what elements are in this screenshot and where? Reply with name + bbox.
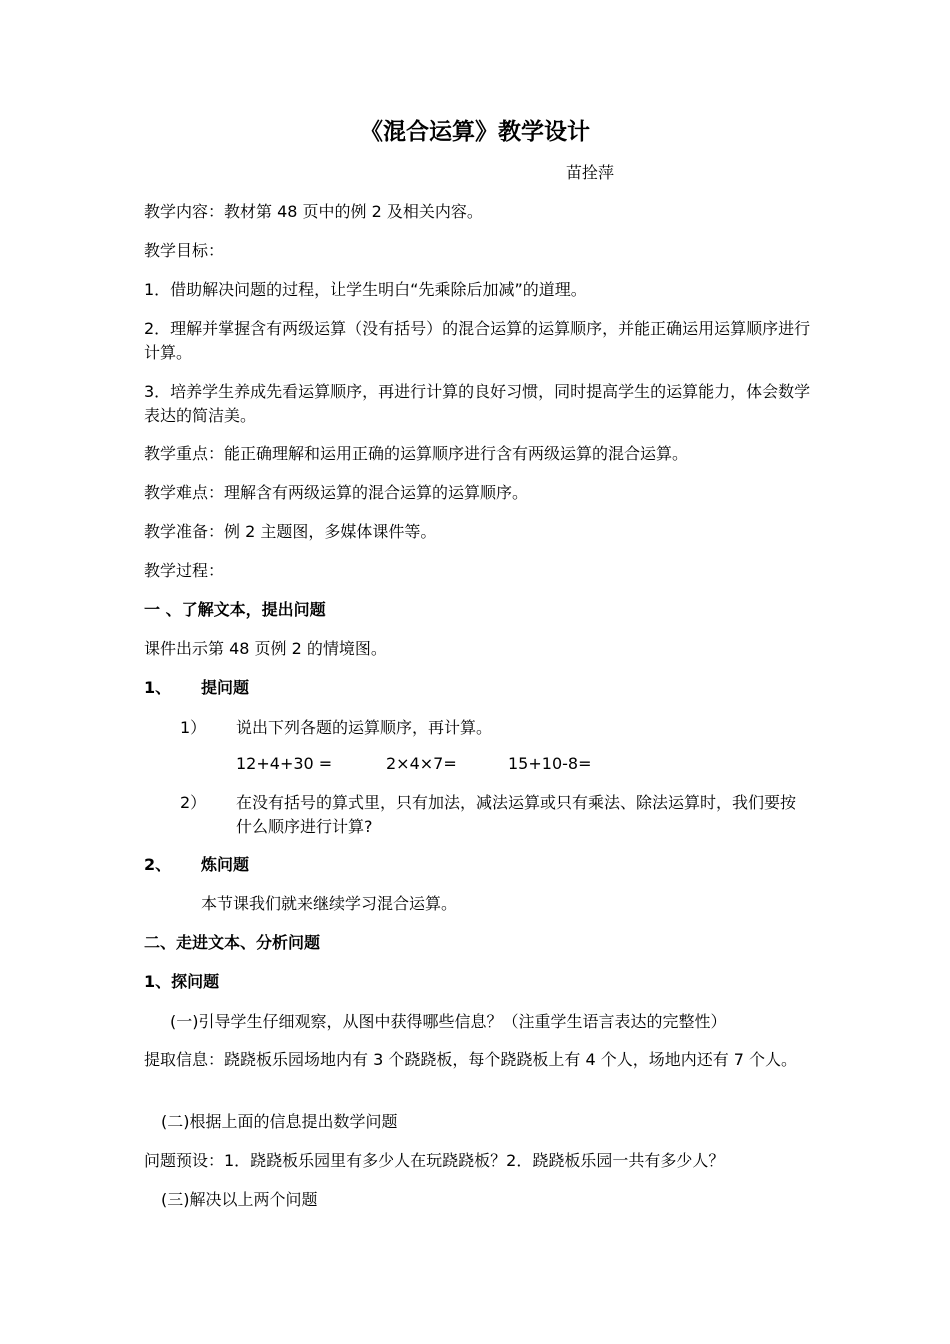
item-2-title: 炼问题 <box>201 855 250 874</box>
key-point: 教学重点：能正确理解和运用正确的运算顺序进行含有两级运算的混合运算。 <box>144 444 689 463</box>
sub-2-number: 2） <box>180 793 207 812</box>
sub-2-text: 在没有括号的算式里，只有加法，减法运算或只有乘法、除法运算时，我们要按什么顺序进行计算? <box>236 793 797 836</box>
item-1-title: 提问题 <box>201 678 250 697</box>
process-label: 教学过程： <box>144 561 225 580</box>
document-title: 《混合运算》教学设计 <box>360 119 590 145</box>
section-1-intro: 课件出示第 48 页例 2 的情境图。 <box>144 639 387 658</box>
guide-3: (三)解决以上两个问题 <box>161 1190 318 1209</box>
equation-1: 12+4+30 = <box>236 754 333 773</box>
goal-2: 2．理解并掌握含有两级运算（没有括号）的混合运算的运算顺序，并能正确运用运算顺序进行计算。 <box>144 319 811 362</box>
item-1-number: 1、 <box>144 678 172 697</box>
section-1-heading: 一 、了解文本，提出问题 <box>144 600 326 619</box>
sub-1-number: 1） <box>180 718 207 737</box>
item-2-number: 2、 <box>144 855 172 874</box>
equation-2: 2×4×7= <box>386 754 457 773</box>
goals-label: 教学目标： <box>144 241 225 260</box>
guide-2: (二)根据上面的信息提出数学问题 <box>161 1112 398 1131</box>
question-presets: 问题预设：1．跷跷板乐园里有多少人在玩跷跷板？2．跷跷板乐园一共有多少人？ <box>144 1151 725 1170</box>
preparation: 教学准备：例 2 主题图，多媒体课件等。 <box>144 522 437 541</box>
goal-1: 1．借助解决问题的过程，让学生明白“先乘除后加减”的道理。 <box>144 280 587 299</box>
extracted-info: 提取信息：跷跷板乐园场地内有 3 个跷跷板，每个跷跷板上有 4 个人，场地内还有 7 个人。 <box>144 1050 798 1069</box>
equation-3: 15+10-8= <box>508 754 592 773</box>
section-2-heading: 二、走进文本、分析问题 <box>144 933 321 952</box>
explore-heading: 1、探问题 <box>144 972 220 991</box>
item-2-text: 本节课我们就来继续学习混合运算。 <box>201 894 458 913</box>
guide-1: (一)引导学生仔细观察，从图中获得哪些信息？（注重学生语言表达的完整性） <box>170 1012 727 1031</box>
difficulty: 教学难点：理解含有两级运算的混合运算的运算顺序。 <box>144 483 529 502</box>
sub-1-text: 说出下列各题的运算顺序，再计算。 <box>236 718 493 737</box>
goal-3: 3．培养学生养成先看运算顺序，再进行计算的良好习惯，同时提高学生的运算能力，体会数学表达的简洁美。 <box>144 382 811 425</box>
teaching-content: 教学内容：教材第 48 页中的例 2 及相关内容。 <box>144 202 483 221</box>
author-name: 苗拴萍 <box>566 163 615 182</box>
